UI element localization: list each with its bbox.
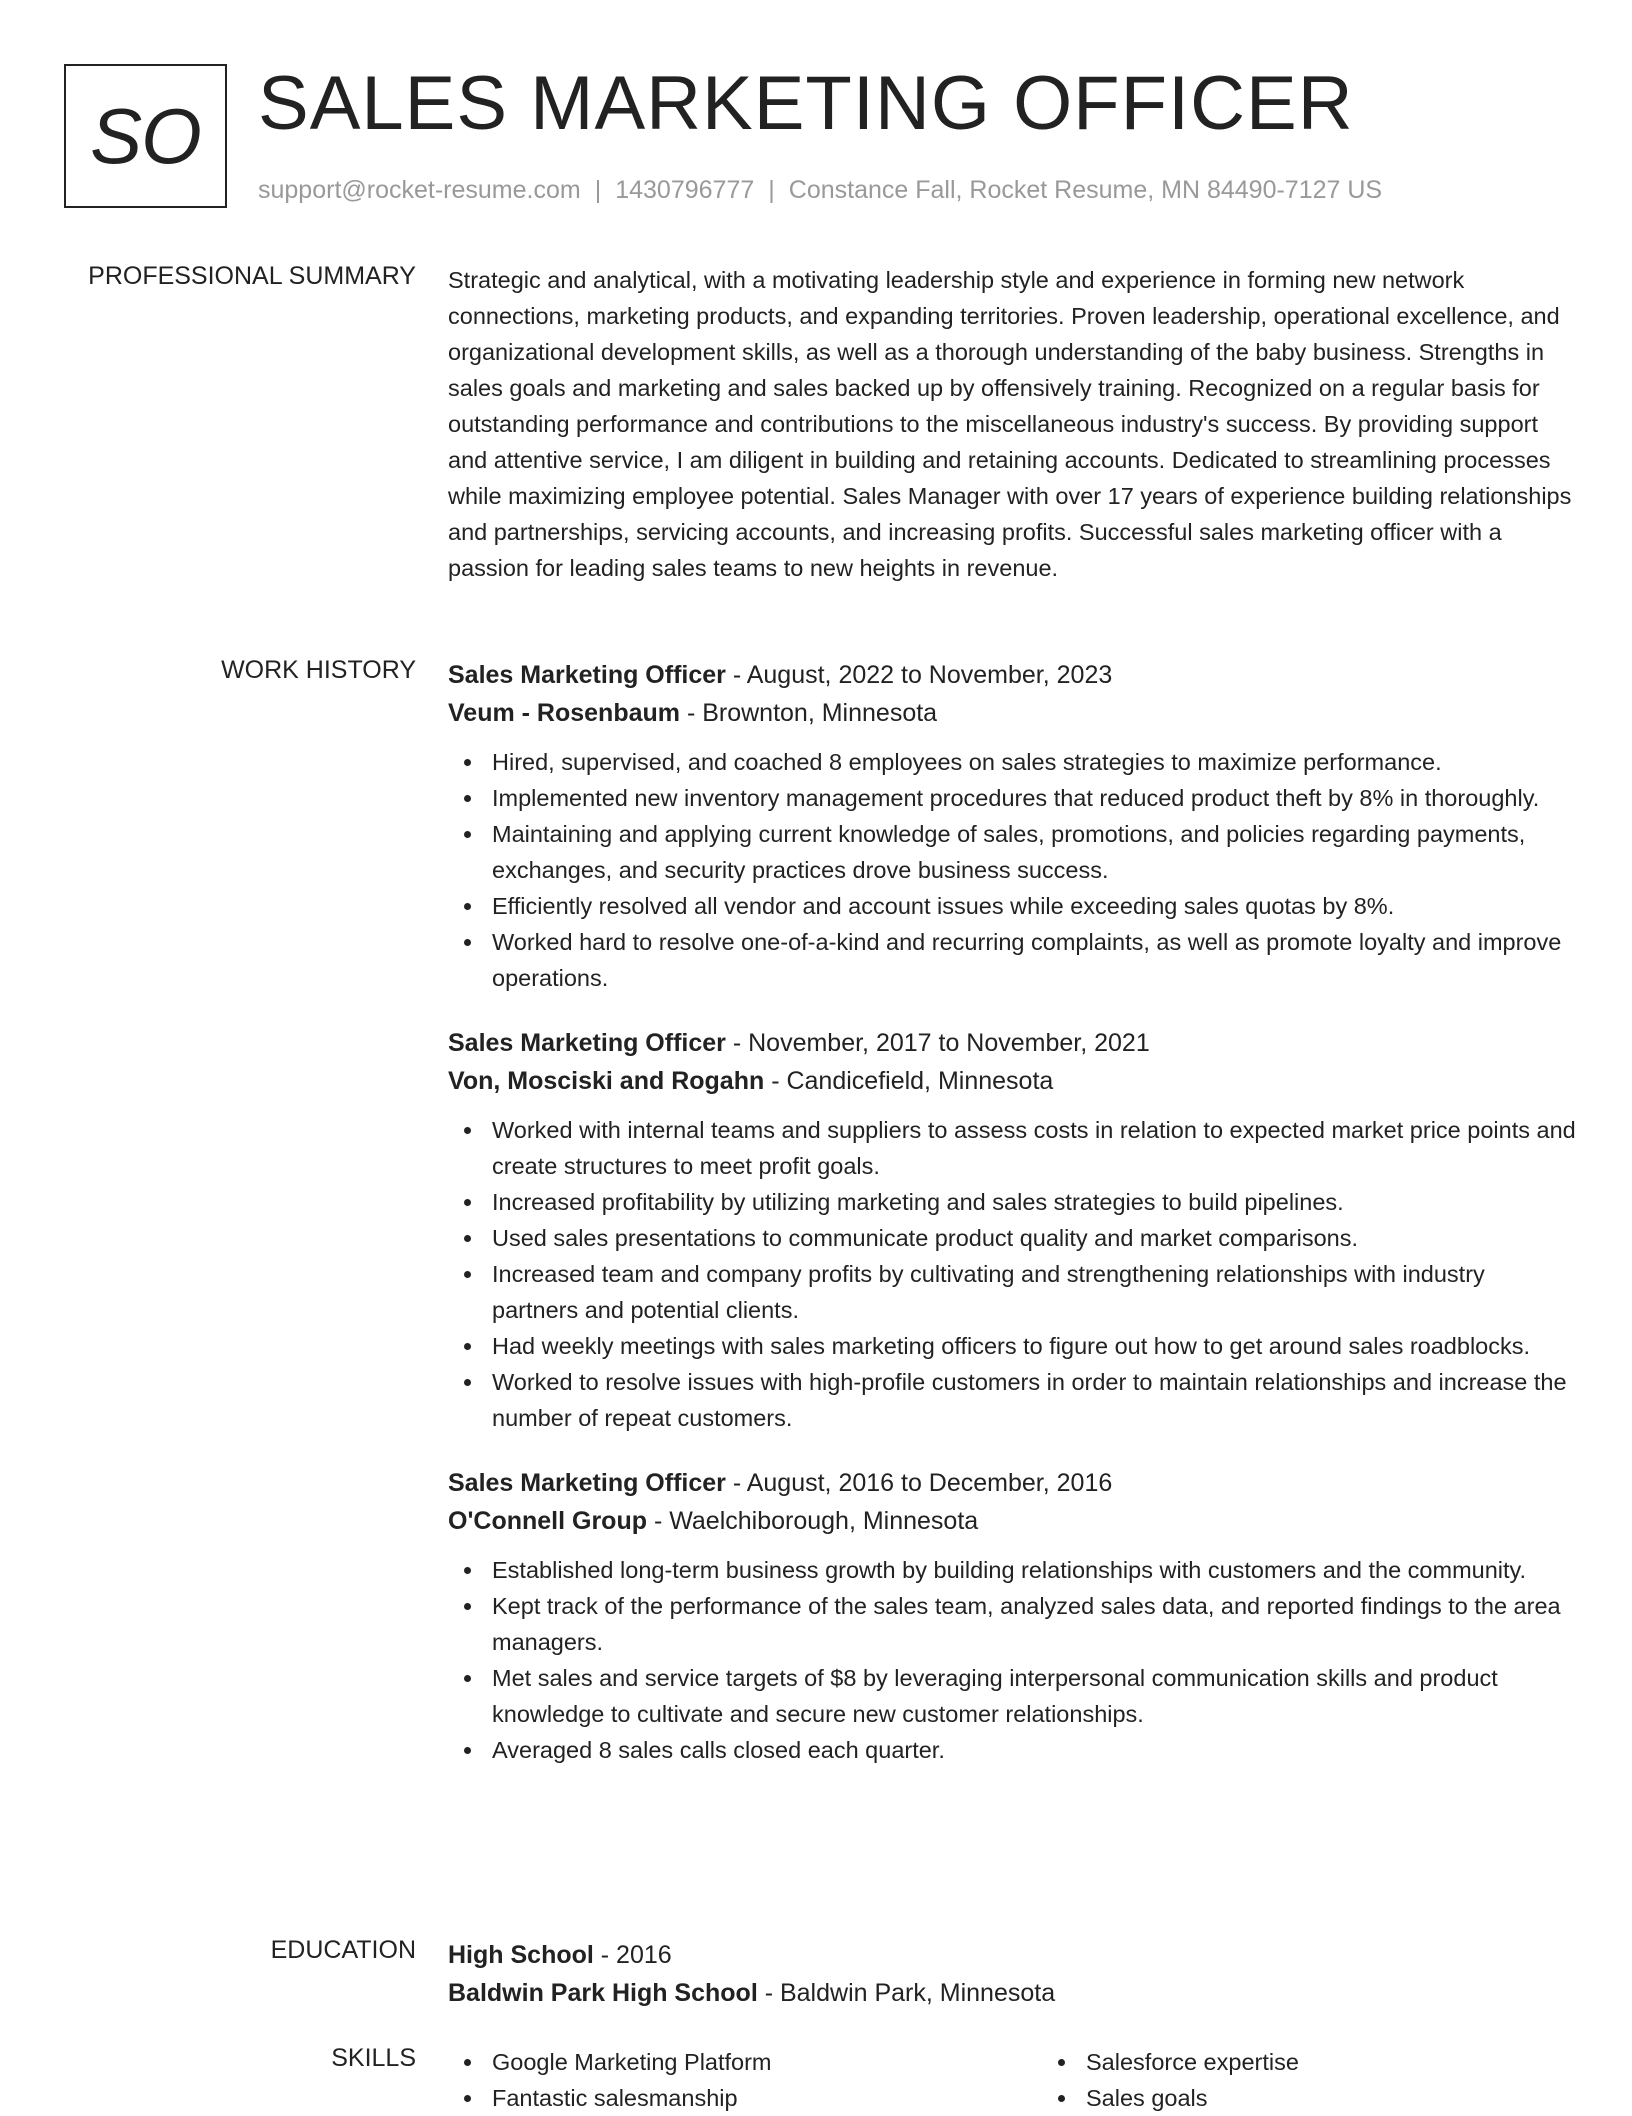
contact-separator: | [594,176,602,204]
section-label-summary: PROFESSIONAL SUMMARY [88,262,416,290]
job-title-line [448,1024,1576,1062]
job-location: - Brownton, Minnesota [680,699,938,727]
education-year: - 2016 [593,1941,672,1969]
job-bullet: Worked hard to resolve one-of-a-kind and recurring complaints, as well as promote loyalty and improve operations. [492,924,1576,996]
skill-item: Google Marketing Platform [492,2044,1042,2080]
contact-address: Constance Fall, Rocket Resume, MN 84490-7127 US [788,176,1383,204]
education-school: Baldwin Park High School [448,1979,758,2007]
job-entry [448,1024,1576,1436]
education-body [448,1936,1576,2012]
job-bullet: Kept track of the performance of the sales team, analyzed sales data, and reported findings to the area managers. [492,1588,1576,1660]
section-label-education: EDUCATION [270,1936,416,1964]
job-location: - Waelchiborough, Minnesota [647,1507,979,1535]
job-bullet: Worked with internal teams and suppliers to assess costs in relation to expected market price points and create structures to meet profit goals. [492,1112,1576,1184]
skills-list-left [448,2044,1042,2116]
skill-item: Sales goals [1086,2080,1299,2116]
job-company-line [448,1502,1576,1540]
job-title-line [448,656,1576,694]
contact-phone: 1430796777 [615,176,755,204]
education-degree: High School [448,1941,594,1969]
job-bullet: Met sales and service targets of $8 by leveraging interpersonal communication skills and product knowledge to cultivate and secure new customer relationships. [492,1660,1576,1732]
job-bullets [448,1112,1576,1436]
education-location: - Baldwin Park, Minnesota [757,1979,1056,2007]
work-history-body [448,656,1576,1796]
job-bullet: Efficiently resolved all vendor and account issues while exceeding sales quotas by 8%. [492,888,1576,924]
job-company: Von, Mosciski and Rogahn [448,1067,765,1095]
monogram-box: SO [64,64,227,208]
summary-body [448,262,1576,586]
skill-item: Fantastic salesmanship [492,2080,1042,2116]
job-title: Sales Marketing Officer [448,1469,726,1497]
job-entry [448,1464,1576,1768]
section-label-skills: SKILLS [331,2044,416,2072]
job-company-line [448,694,1576,732]
job-dates: - November, 2017 to November, 2021 [725,1029,1150,1057]
contact-line [258,176,1382,205]
education-degree-line [448,1936,1576,1974]
job-title-line [448,1464,1576,1502]
job-company: O'Connell Group [448,1507,647,1535]
job-location: - Candicefield, Minnesota [764,1067,1054,1095]
job-bullet: Increased profitability by utilizing marketing and sales strategies to build pipelines. [492,1184,1576,1220]
skills-body [448,2044,1576,2116]
resume-header [64,61,1568,214]
job-bullet: Established long-term business growth by building relationships with customers and the community. [492,1552,1576,1588]
job-bullet: Used sales presentations to communicate product quality and market comparisons. [492,1220,1576,1256]
job-entry [448,656,1576,996]
section-label-work: WORK HISTORY [221,656,416,684]
job-bullet: Increased team and company profits by cultivating and strengthening relationships with industry partners and potential clients. [492,1256,1576,1328]
job-bullet: Worked to resolve issues with high-profile customers in order to maintain relationships and increase the number of repeat customers. [492,1364,1576,1436]
education-school-line [448,1974,1576,2012]
skills-list-right [1042,2044,1299,2116]
job-dates: - August, 2022 to November, 2023 [725,661,1113,689]
job-title: Sales Marketing Officer [448,1029,726,1057]
job-bullet: Hired, supervised, and coached 8 employees on sales strategies to maximize performance. [492,744,1576,780]
job-bullet: Had weekly meetings with sales marketing officers to figure out how to get around sales roadblocks. [492,1328,1576,1364]
skills-columns [448,2044,1576,2116]
summary-text: Strategic and analytical, with a motivating leadership style and experience in forming new network connections, marketing products, and expanding territories. Proven leadership, operational excellence, and organizational development skills, as well as a thorough understanding of the baby business. Strengths in sales goals and marketing and sales backed up by offensively training. Recognized on a regular basis for outstanding performance and contributions to the miscellaneous industry's success. By providing support and attentive service, I am diligent in building and retaining accounts. Dedicated to streamlining processes while maximizing employee potential. Sales Manager with over 17 years of experience building relationships and partnerships, servicing accounts, and increasing profits. Successful sales marketing officer with a passion for leading sales teams to new heights in revenue. [448,267,1572,581]
job-title: Sales Marketing Officer [448,661,726,689]
job-bullets [448,1552,1576,1768]
contact-email: support@rocket-resume.com [258,176,581,204]
skill-item: Salesforce expertise [1086,2044,1299,2080]
job-bullet: Averaged 8 sales calls closed each quarter. [492,1732,1576,1768]
job-dates: - August, 2016 to December, 2016 [725,1469,1113,1497]
job-bullets [448,744,1576,996]
resume-title: SALES MARKETING OFFICER [258,61,1354,146]
job-company: Veum - Rosenbaum [448,699,680,727]
job-company-line [448,1062,1576,1100]
job-bullet: Implemented new inventory management procedures that reduced product theft by 8% in thoroughly. [492,780,1576,816]
job-bullet: Maintaining and applying current knowledge of sales, promotions, and policies regarding payments, exchanges, and security practices drove business success. [492,816,1576,888]
contact-separator: | [768,176,775,204]
